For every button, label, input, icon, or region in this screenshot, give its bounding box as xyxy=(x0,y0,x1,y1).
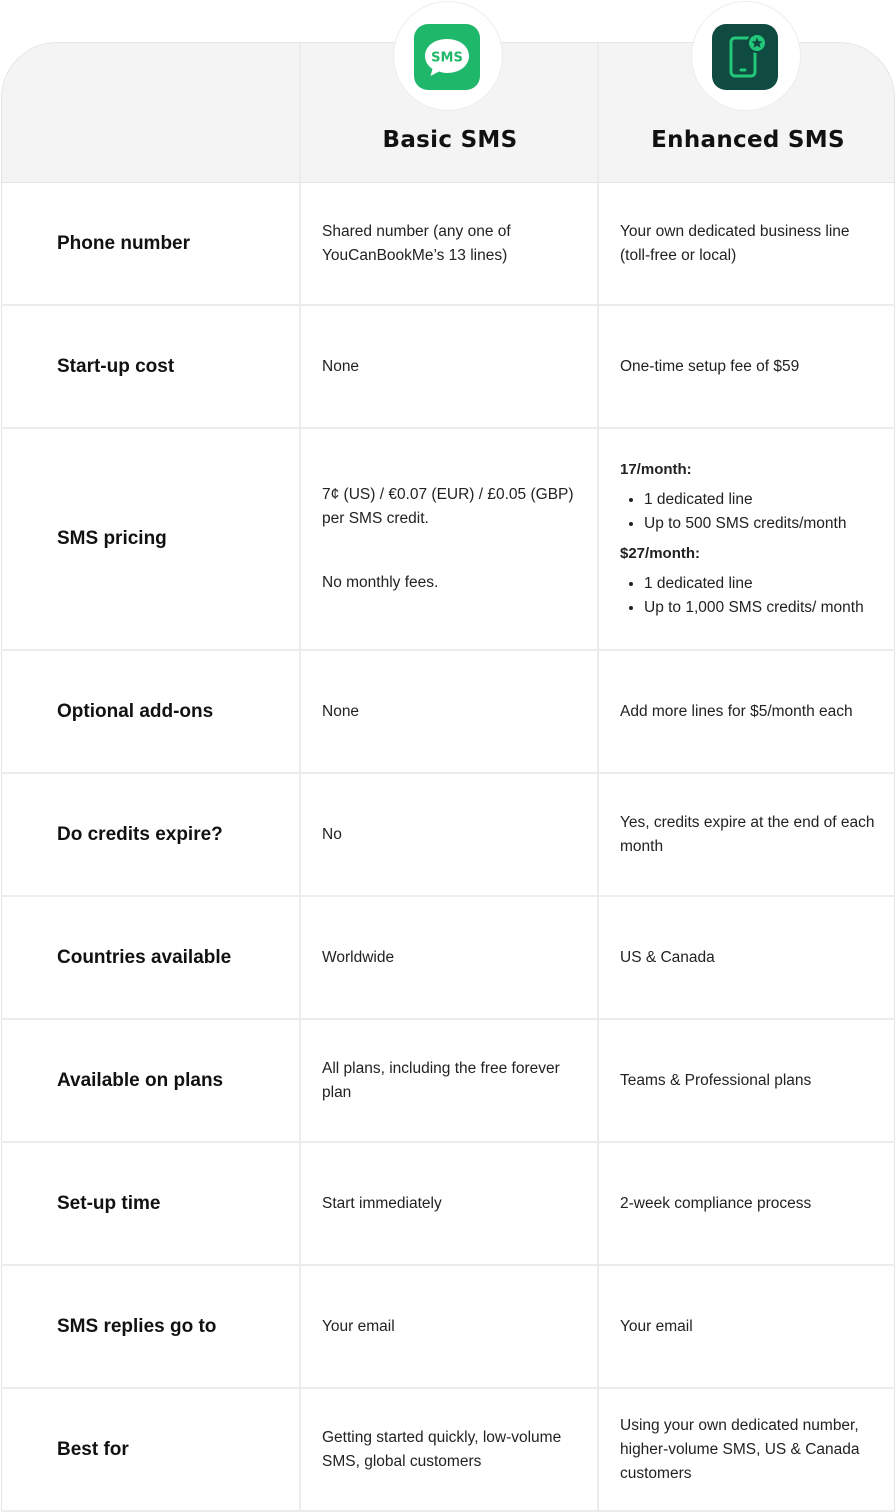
basic-cell: Getting started quickly, low-volume SMS, global customers xyxy=(322,1428,562,1470)
enhanced-cell: Yes, credits expire at the end of each month xyxy=(620,813,875,855)
table-row xyxy=(1,429,895,651)
enhanced-cell xyxy=(598,429,895,649)
table-row xyxy=(1,897,895,1020)
tier-list xyxy=(620,488,879,536)
enhanced-cell: 2-week compliance process xyxy=(620,1194,812,1212)
tier-heading: $27/month: xyxy=(620,545,701,562)
list-item: • 1 dedicated line xyxy=(644,488,879,512)
basic-cell: None xyxy=(322,702,360,720)
row-label: Do credits expire? xyxy=(57,823,223,845)
phone-star-icon xyxy=(712,24,778,90)
basic-sms-icon-badge xyxy=(394,2,502,110)
table-row xyxy=(1,651,895,774)
row-label: Countries available xyxy=(57,946,232,968)
enhanced-cell: Add more lines for $5/month each xyxy=(620,702,853,720)
row-label: Available on plans xyxy=(57,1069,224,1091)
enhanced-cell: Your own dedicated business line (toll-free or local) xyxy=(620,222,850,264)
row-label: SMS replies go to xyxy=(57,1315,217,1337)
basic-cell xyxy=(300,429,596,649)
table-row xyxy=(1,1143,895,1266)
basic-cell: All plans, including the free forever plan xyxy=(322,1059,560,1101)
sms-icon-text: SMS xyxy=(431,50,463,66)
row-label: SMS pricing xyxy=(57,528,167,549)
enhanced-sms-title: Enhanced SMS xyxy=(651,127,845,153)
list-item: • Up to 1,000 SMS credits/ month xyxy=(644,596,879,620)
row-label: Best for xyxy=(57,1438,129,1460)
enhanced-cell: Teams & Professional plans xyxy=(620,1071,812,1089)
row-label: Phone number xyxy=(57,232,191,254)
table-row xyxy=(1,306,895,429)
enhanced-cell: US & Canada xyxy=(620,948,715,966)
pricing-note: No monthly fees. xyxy=(322,574,439,591)
basic-cell: Worldwide xyxy=(322,948,395,966)
tier-heading: 17/month: xyxy=(620,461,692,478)
enhanced-cell: One-time setup fee of $59 xyxy=(620,357,800,375)
list-item: • Up to 500 SMS credits/month xyxy=(644,512,879,536)
row-label: Start-up cost xyxy=(57,355,175,377)
list-item: • 1 dedicated line xyxy=(644,572,879,596)
row-label: Set-up time xyxy=(57,1192,161,1214)
basic-cell: None xyxy=(322,357,360,375)
basic-cell: Your email xyxy=(322,1317,395,1335)
basic-sms-title: Basic SMS xyxy=(382,127,518,153)
sms-bubble-icon xyxy=(414,24,480,90)
tier-list xyxy=(620,572,879,620)
row-label: Optional add-ons xyxy=(57,700,214,722)
basic-cell: Start immediately xyxy=(322,1194,442,1212)
pricing-text: 7¢ (US) / €0.07 (EUR) / £0.05 (GBP) per SMS credit. xyxy=(322,486,574,527)
enhanced-cell: Your email xyxy=(620,1317,693,1335)
table-row xyxy=(1,1266,895,1389)
table-row xyxy=(1,183,895,306)
table-row xyxy=(1,1020,895,1143)
basic-cell: No xyxy=(322,825,342,843)
table-row xyxy=(1,774,895,897)
enhanced-cell: Using your own dedicated number, higher-volume SMS, US & Canada customers xyxy=(620,1416,860,1482)
table-row xyxy=(1,1389,895,1512)
basic-cell: Shared number (any one of YouCanBookMe’s 13 lines) xyxy=(322,222,511,264)
enhanced-sms-icon-badge xyxy=(692,2,800,110)
